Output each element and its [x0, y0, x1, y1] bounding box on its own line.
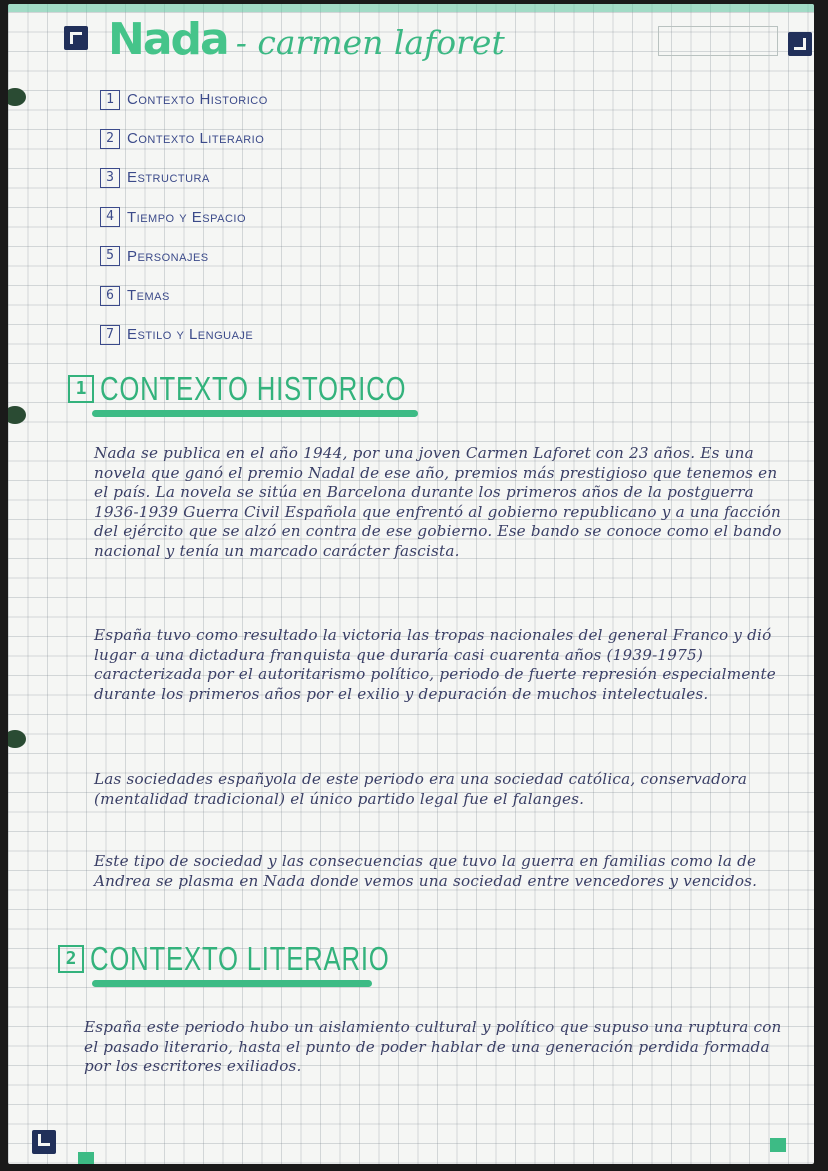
- paragraph: Este tipo de sociedad y las consecuencias que tuvo la guerra en familias como la de Andrea se plasma en Nada donde vemos una sociedad entre vencedores y vencidos.: [94, 852, 758, 890]
- page-author: - carmen laforet: [235, 23, 505, 62]
- toc-label: Personajes: [127, 247, 209, 265]
- corner-marker-top-right-icon: [788, 32, 812, 56]
- paragraph: España este periodo hubo un aislamiento cultural y político que supuso una ruptura con el pasado literario, hasta el punto de poder hablar de una generación perdida formada por los escritores exiliados.: [84, 1018, 782, 1076]
- toc-item: [100, 276, 268, 315]
- section-underline: [92, 980, 372, 987]
- toc-number: 6: [100, 286, 120, 306]
- toc-item: [100, 119, 268, 158]
- section-number: 2: [58, 945, 84, 973]
- section-number: 1: [68, 375, 94, 403]
- section-title: CONTEXTO HISTORICO: [100, 370, 407, 407]
- toc-number: 1: [100, 90, 120, 110]
- title-box: [658, 26, 778, 56]
- green-marker-icon: [78, 1152, 94, 1164]
- toc-label: Estructura: [127, 169, 210, 187]
- toc-item: [100, 198, 268, 237]
- toc-label: Contexto Historico: [127, 91, 268, 109]
- binder-hole: [8, 730, 26, 748]
- green-marker-icon: [770, 1138, 786, 1152]
- page-title: Nada: [108, 14, 228, 65]
- toc-number: 2: [100, 129, 120, 149]
- paragraph: Las sociedades españyola de este periodo era una sociedad católica, conservadora (mentalidad tradicional) el único partido legal fue el falanges.: [94, 770, 748, 808]
- binder-hole: [8, 406, 26, 424]
- corner-marker-top-left-icon: [64, 26, 88, 50]
- toc-number: 4: [100, 207, 120, 227]
- toc-number: 7: [100, 325, 120, 345]
- section-underline: [92, 410, 418, 417]
- toc-item: [100, 237, 268, 276]
- page-header: [108, 14, 505, 64]
- table-of-contents: [100, 80, 268, 354]
- section-heading-contexto-historico: [68, 370, 493, 408]
- binder-hole: [8, 88, 26, 106]
- toc-item: [100, 315, 268, 354]
- paragraph: Nada se publica en el año 1944, por una joven Carmen Laforet con 23 años. Es una novela que ganó el premio Nadal de ese año, premios más prestigioso que tenemos en el país. La novela se sitúa en Barcelona durante los primeros años de la postguerra 1936-1939 Guerra Civil Española que enfrentó al gobierno republicano y a una facción del ejército que se alzó en contra de ese gobierno. Ese bando se conoce como el bando nacional y tenía un marcado carácter fascista.: [94, 444, 782, 560]
- corner-marker-bottom-left-icon: [32, 1130, 56, 1154]
- toc-item: [100, 158, 268, 197]
- section-heading-contexto-literario: [58, 940, 474, 978]
- toc-label: Estilo y Lenguaje: [127, 326, 254, 344]
- toc-item: [100, 80, 268, 119]
- toc-label: Contexto Literario: [127, 130, 265, 148]
- paragraph: España tuvo como resultado la victoria las tropas nacionales del general Franco y dió lugar a una dictadura franquista que duraría casi cuarenta años (1939-1975) caracterizada por el autoritarismo político, periodo de fuerte represión especialmente durante los primeros años por el exilio y depuración de muchos intelectuales.: [94, 626, 776, 703]
- notebook-page: [8, 4, 814, 1164]
- toc-number: 3: [100, 168, 120, 188]
- toc-label: Tiempo y Espacio: [127, 208, 247, 226]
- section-title: CONTEXTO LITERARIO: [90, 940, 390, 977]
- toc-label: Temas: [127, 287, 170, 305]
- toc-number: 5: [100, 246, 120, 266]
- top-color-strip: [8, 4, 814, 12]
